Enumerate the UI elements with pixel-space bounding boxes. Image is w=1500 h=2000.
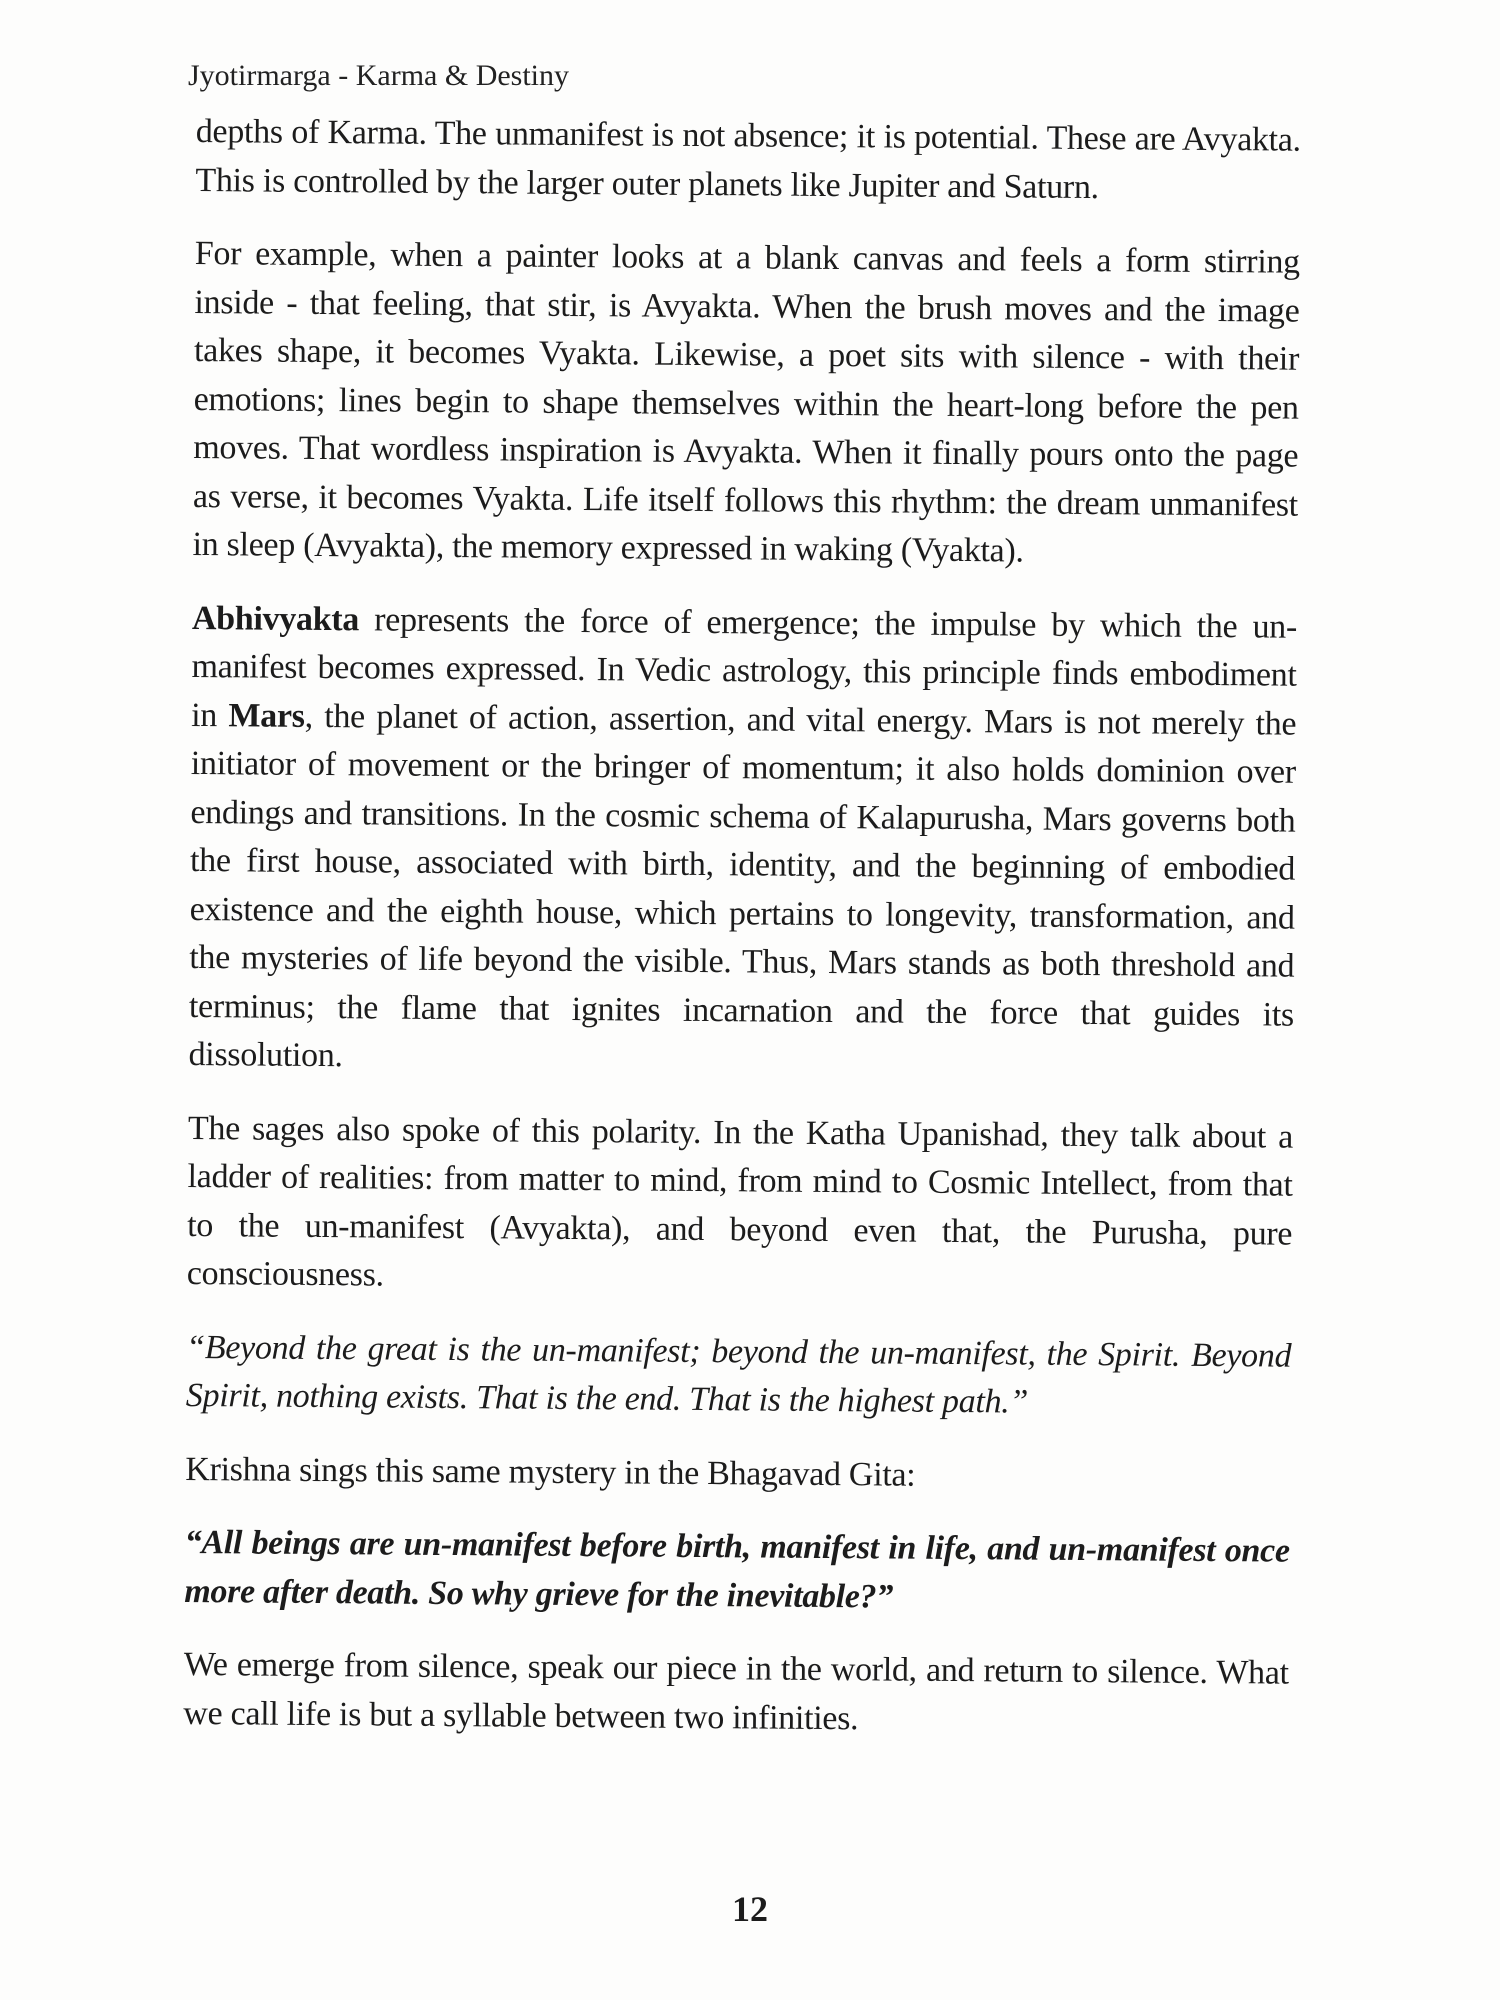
abhivyakta-text-part1: represents the force of emergence; the impulse by which the un-manifest becomes expressed. In Vedic astrology, this principle finds embodiment in <box>191 600 1298 734</box>
quote-katha-upanishad: “Beyond the great is the un-manifest; beyond the un-manifest, the Spirit. Beyond Spirit, nothing exists. That is the end. That is the highest path.” <box>185 1328 1292 1421</box>
paragraph-abhivyakta <box>188 594 1297 1088</box>
paragraph-katha-upanishad: The sages also spoke of this polarity. In the Katha Upanishad, they talk about a ladder of realities: from matter to mind, from mind to Cosmic Intellect, from that to the un-manifest (Avyakta), and beyond even that, the Purusha, pure consciousness. <box>186 1109 1294 1294</box>
term-abhivyakta: Abhivyakta <box>191 599 360 638</box>
page-number: 12 <box>732 1889 768 1929</box>
paragraph-closing: We emerge from silence, speak our piece in the world, and return to silence. What we call life is but a syllable between two infinities. <box>183 1645 1289 1737</box>
paragraph-unmanifest-intro: depths of Karma. The unmanifest is not absence; it is potential. These are Avyakta. This is controlled by the larger outer planets like Jupiter and Saturn. <box>195 112 1301 206</box>
body-text <box>183 108 1301 1772</box>
quote-bhagavad-gita: “All beings are un-manifest before birth, manifest in life, and un-manifest once more after death. So why grieve for the inevitable?” <box>184 1523 1290 1616</box>
abhivyakta-text-part2: , the planet of action, assertion, and vital energy. Mars is not merely the initiator of movement or the bringer of momentum; it also holds dominion over endings and transitions. In the cosmic schema of Kalapurusha, Mars governs both the first house, associated with birth, identity, and the beginning of embodied existence and the eighth house, which pertains to longevity, transformation, and the mysteries of life beyond the visible. Thus, Mars stands as both threshold and terminus; the flame that ignites incarnation and the force that guides its dissolution. <box>188 697 1297 1075</box>
term-mars: Mars <box>228 696 305 735</box>
paragraph-painter-example: For example, when a painter looks at a blank canvas and feels a form stirring inside - that feeling, that stir, is Avyakta. When the brush moves and the image takes shape, it becomes Vyakta. Likewise, a poet sits with silence - with their emotions; lines begin to shape themselves within the heart-long before the pen moves. That wordless inspiration is Avyakta. When it finally pours onto the page as verse, it becomes Vyakta. Life itself follows this rhythm: the dream unmanifest in sleep (Avyakta), the memory expressed in waking (Vyakta). <box>192 234 1300 570</box>
paragraph-krishna-intro: Krishna sings this same mystery in the Bhagavad Gita: <box>185 1450 916 1494</box>
running-header: Jyotirmarga - Karma & Destiny <box>188 59 570 92</box>
